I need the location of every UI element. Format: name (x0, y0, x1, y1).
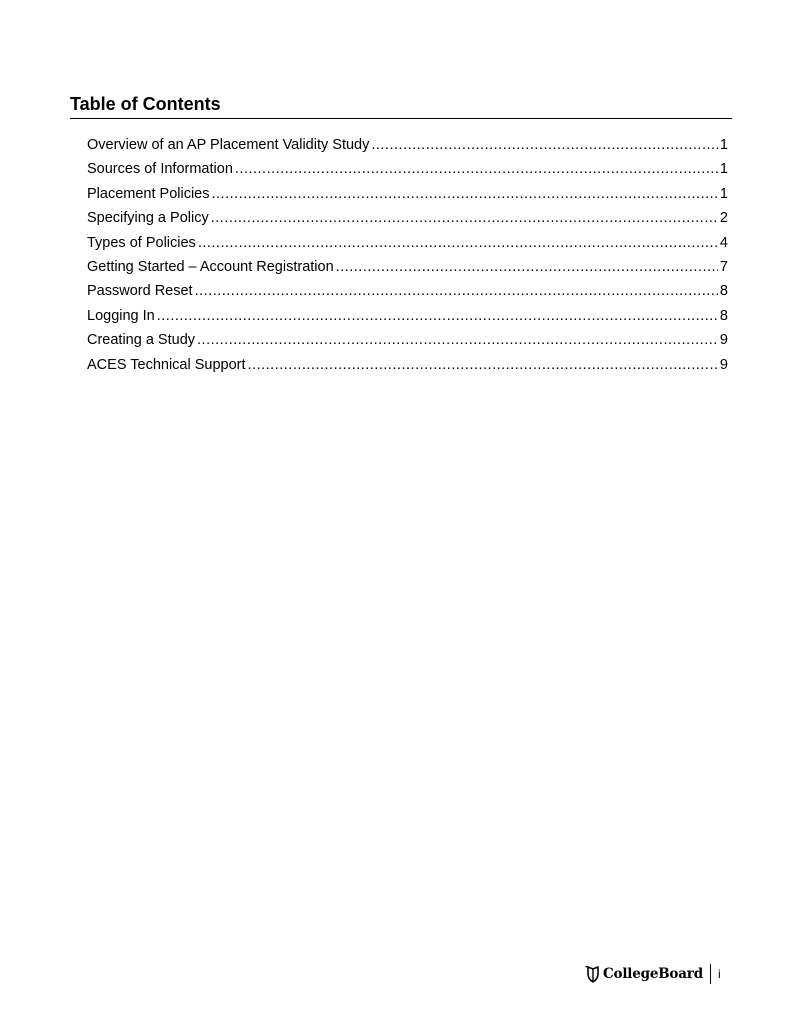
toc-entry-title: Specifying a Policy (87, 210, 209, 227)
toc-list (87, 134, 728, 378)
toc-dot-leader (195, 280, 718, 302)
toc-entry-title: ACES Technical Support (87, 356, 246, 373)
toc-entry-title: Sources of Information (87, 161, 233, 178)
toc-entry-page: 9 (719, 332, 728, 349)
toc-entry-page: 8 (719, 307, 728, 324)
toc-entry-title: Creating a Study (87, 332, 196, 349)
brand-name: CollegeBoard (603, 966, 703, 982)
toc-dot-leader (212, 183, 718, 205)
toc-entry-page: 8 (719, 283, 728, 300)
toc-entry-types-of-policies[interactable] (87, 232, 728, 256)
toc-entry-sources[interactable] (87, 158, 728, 182)
toc-entry-title: Overview of an AP Placement Validity Study (87, 137, 370, 153)
toc-entry-title: Getting Started – Account Registration (87, 258, 334, 275)
toc-entry-page: 1 (719, 185, 728, 202)
toc-entry-page: 2 (719, 210, 728, 227)
page-footer (585, 962, 721, 986)
toc-entry-title: Password Reset (87, 283, 193, 300)
toc-dot-leader (198, 232, 718, 254)
toc-entry-page: 1 (719, 137, 728, 153)
toc-entry-overview[interactable] (87, 134, 728, 158)
toc-dot-leader (197, 329, 718, 351)
toc-entry-title: Logging In (87, 307, 155, 324)
toc-entry-logging-in[interactable] (87, 305, 728, 329)
toc-entry-page: 1 (719, 161, 728, 178)
toc-entry-page: 9 (719, 356, 728, 373)
toc-entry-technical-support[interactable] (87, 354, 728, 378)
toc-dot-leader (157, 305, 718, 327)
toc-dot-leader (371, 134, 718, 156)
toc-entry-placement-policies[interactable] (87, 183, 728, 207)
toc-entry-password-reset[interactable] (87, 280, 728, 304)
toc-heading: Table of Contents (70, 93, 732, 119)
toc-entry-page: 4 (719, 234, 728, 251)
toc-entry-title: Types of Policies (87, 234, 196, 251)
college-board-logo (585, 965, 703, 983)
toc-entry-account-registration[interactable] (87, 256, 728, 280)
toc-entry-page: 7 (719, 258, 728, 275)
toc-entry-title: Placement Policies (87, 185, 210, 202)
page-number: i (717, 967, 721, 981)
toc-dot-leader (248, 354, 718, 376)
toc-dot-leader (336, 256, 718, 278)
footer-divider (710, 964, 711, 984)
college-board-shield-icon (585, 965, 601, 983)
toc-dot-leader (235, 158, 718, 180)
toc-dot-leader (211, 207, 718, 229)
toc-entry-specifying-policy[interactable] (87, 207, 728, 231)
toc-entry-creating-study[interactable] (87, 329, 728, 353)
